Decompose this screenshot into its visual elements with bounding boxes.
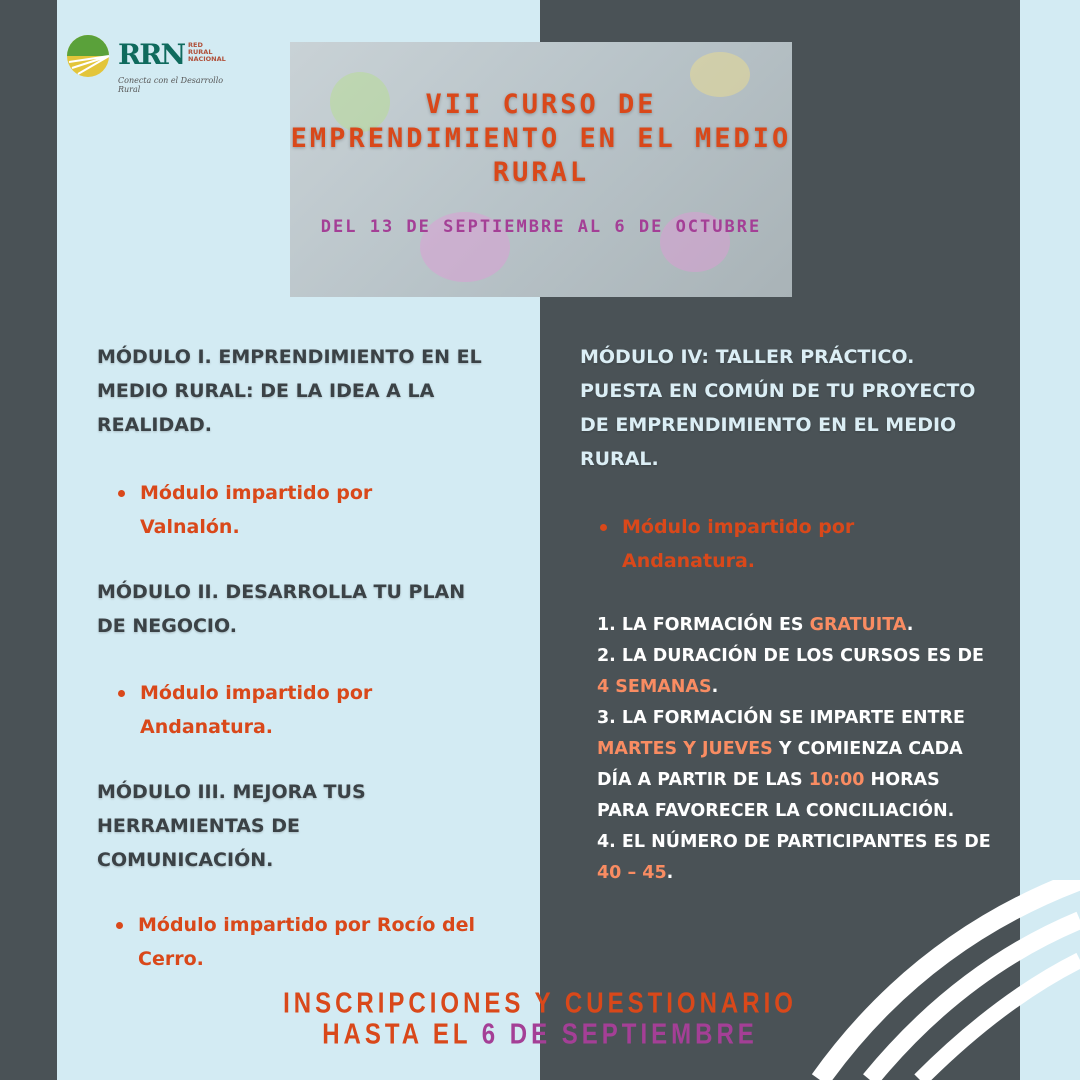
module-3-title: MÓDULO III. MEJORA TUS HERRAMIENTAS DE COMUNICACIÓN.	[97, 781, 366, 871]
logo-tagline: Conecta con el Desarrollo Rural	[118, 76, 224, 94]
course-info-list	[597, 610, 997, 889]
module-4-title: MÓDULO IV: TALLER PRÁCTICO. PUESTA EN COMÚN DE TU PROYECTO DE EMPRENDIMIENTO EN EL MEDIO RURAL.	[580, 346, 976, 470]
info-item-4: 4. EL NÚMERO DE PARTICIPANTES ES DE 40 – 45.	[597, 832, 991, 883]
logo-name: RRN	[118, 38, 185, 71]
header-banner	[290, 42, 792, 297]
module-1-bullet: Módulo impartido por Valnalón.	[140, 476, 440, 544]
logo-subtitle: RED RURAL NACIONAL	[188, 41, 226, 63]
footer-line-1: INSCRIPCIONES Y CUESTIONARIO	[283, 987, 797, 1020]
info-item-2: 2. LA DURACIÓN DE LOS CURSOS ES DE 4 SEMANAS.	[597, 646, 984, 697]
module-4-bullet: Módulo impartido por Andanatura.	[622, 510, 922, 578]
module-2-title: MÓDULO II. DESARROLLA TU PLAN DE NEGOCIO.	[97, 581, 466, 637]
course-dates: DEL 13 DE SEPTIEMBRE AL 6 DE OCTUBRE	[320, 217, 762, 237]
module-3-bullet: Módulo impartido por Rocío del Cerro.	[138, 908, 488, 976]
footer-line-2: HASTA EL 6 DE SEPTIEMBRE	[322, 1018, 758, 1051]
rrn-logo	[66, 34, 246, 94]
info-item-3: 3. LA FORMACIÓN SE IMPARTE ENTRE MARTES Y JUEVES Y COMIENZA CADA DÍA A PARTIR DE LAS 10:00 HORAS PARA FAVORECER LA CONCILIACIÓN.	[597, 708, 965, 821]
module-2-bullet: Módulo impartido por Andanatura.	[140, 676, 440, 744]
module-1-title: MÓDULO I. EMPRENDIMIENTO EN EL MEDIO RURAL: DE LA IDEA A LA REALIDAD.	[97, 346, 482, 436]
info-item-1: 1. LA FORMACIÓN ES GRATUITA.	[597, 615, 914, 635]
sun-field-icon	[66, 34, 110, 78]
course-title: VII CURSO DE EMPRENDIMIENTO EN EL MEDIO RURAL	[290, 89, 792, 188]
